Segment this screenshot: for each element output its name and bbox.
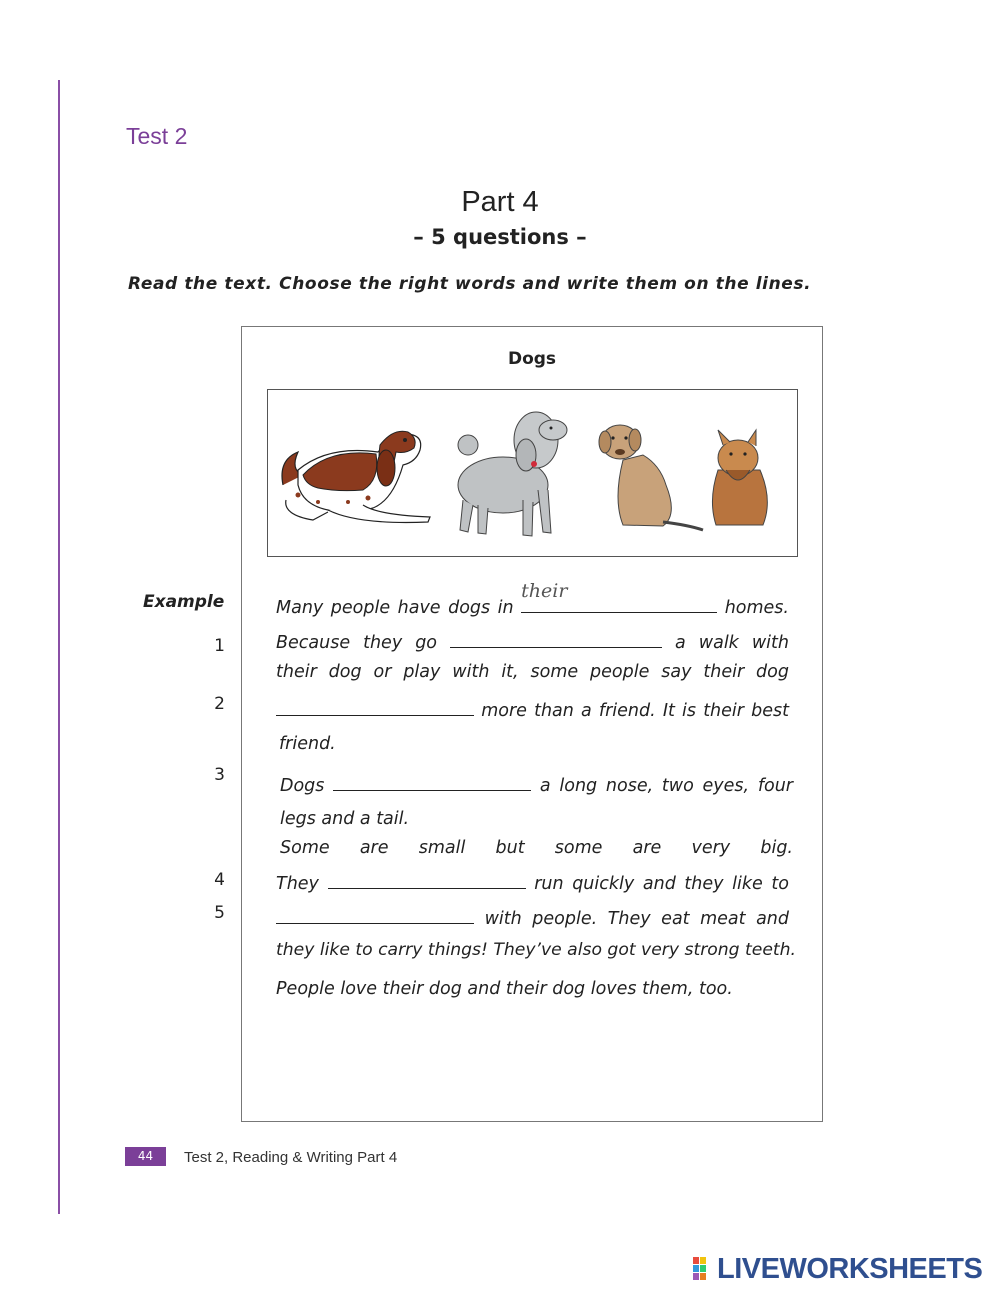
passage-line-11: People love their dog and their dog loves them, too.: [276, 979, 733, 999]
text-title: Dogs: [507, 349, 557, 369]
q5-text-after: with people. They eat meat and: [484, 909, 789, 929]
part-title: Part 4: [461, 186, 539, 218]
passage-line-6: legs and a tail.: [280, 809, 410, 829]
example-blank: [521, 580, 717, 613]
passage-line-9: [276, 905, 789, 929]
logo-text: LIVEWORKSHEETS: [717, 1252, 983, 1285]
example-answer: their: [521, 580, 568, 602]
page-margin-line: [58, 80, 60, 1214]
footer-caption: Test 2, Reading & Writing Part 4: [184, 1149, 398, 1166]
question-number-3: 3: [214, 765, 225, 785]
poodle-dog-image: [458, 412, 567, 536]
q3-text-before: Dogs: [280, 776, 325, 796]
q3-text-after: a long nose, two eyes, four: [539, 776, 793, 796]
passage-line-10: they like to carry things! They’ve also got very strong teeth.: [276, 940, 797, 960]
example-text-after: homes.: [724, 598, 789, 618]
spaniel-dog-image: [282, 431, 430, 522]
answer-blank-3[interactable]: [333, 772, 531, 791]
answer-blank-5[interactable]: [276, 905, 474, 924]
answer-blank-1[interactable]: [450, 629, 662, 648]
q2-text-after: more than a friend. It is their best: [481, 701, 789, 721]
example-text-before: Many people have dogs in: [276, 598, 514, 618]
yorkshire-terrier-dog-image: [712, 430, 767, 525]
question-number-4: 4: [214, 870, 225, 890]
answer-blank-2[interactable]: [276, 697, 474, 716]
instructions: Read the text. Choose the right words and write them on the lines.: [128, 274, 812, 294]
question-number-2: 2: [214, 694, 225, 714]
passage-line-3: [276, 697, 789, 721]
answer-blank-4[interactable]: [328, 870, 526, 889]
labrador-dog-image: [599, 425, 703, 530]
passage-line-5: [280, 772, 793, 796]
passage-line-4: friend.: [279, 734, 336, 754]
part-subtitle: – 5 questions –: [413, 225, 587, 249]
passage-line-2: their dog or play with it, some people say their dog: [276, 662, 789, 682]
example-label: Example: [143, 592, 225, 612]
passage-line-1: [276, 629, 789, 653]
page-number-badge: 44: [125, 1147, 166, 1166]
liveworksheets-logo: [693, 1254, 982, 1284]
q1-text-after: a walk with: [675, 633, 789, 653]
question-number-1: 1: [214, 636, 225, 656]
dogs-illustration: [267, 389, 798, 557]
logo-blocks-icon: [693, 1257, 715, 1281]
passage-line-7: Some are small but some are very big.: [280, 838, 793, 858]
passage-line-8: [276, 870, 789, 894]
question-number-5: 5: [214, 903, 225, 923]
test-heading: Test 2: [126, 123, 188, 149]
passage-line-example: [276, 580, 789, 618]
q4-text-before: They: [276, 874, 319, 894]
q4-text-after: run quickly and they like to: [534, 874, 789, 894]
q1-text-before: Because they go: [276, 633, 438, 653]
